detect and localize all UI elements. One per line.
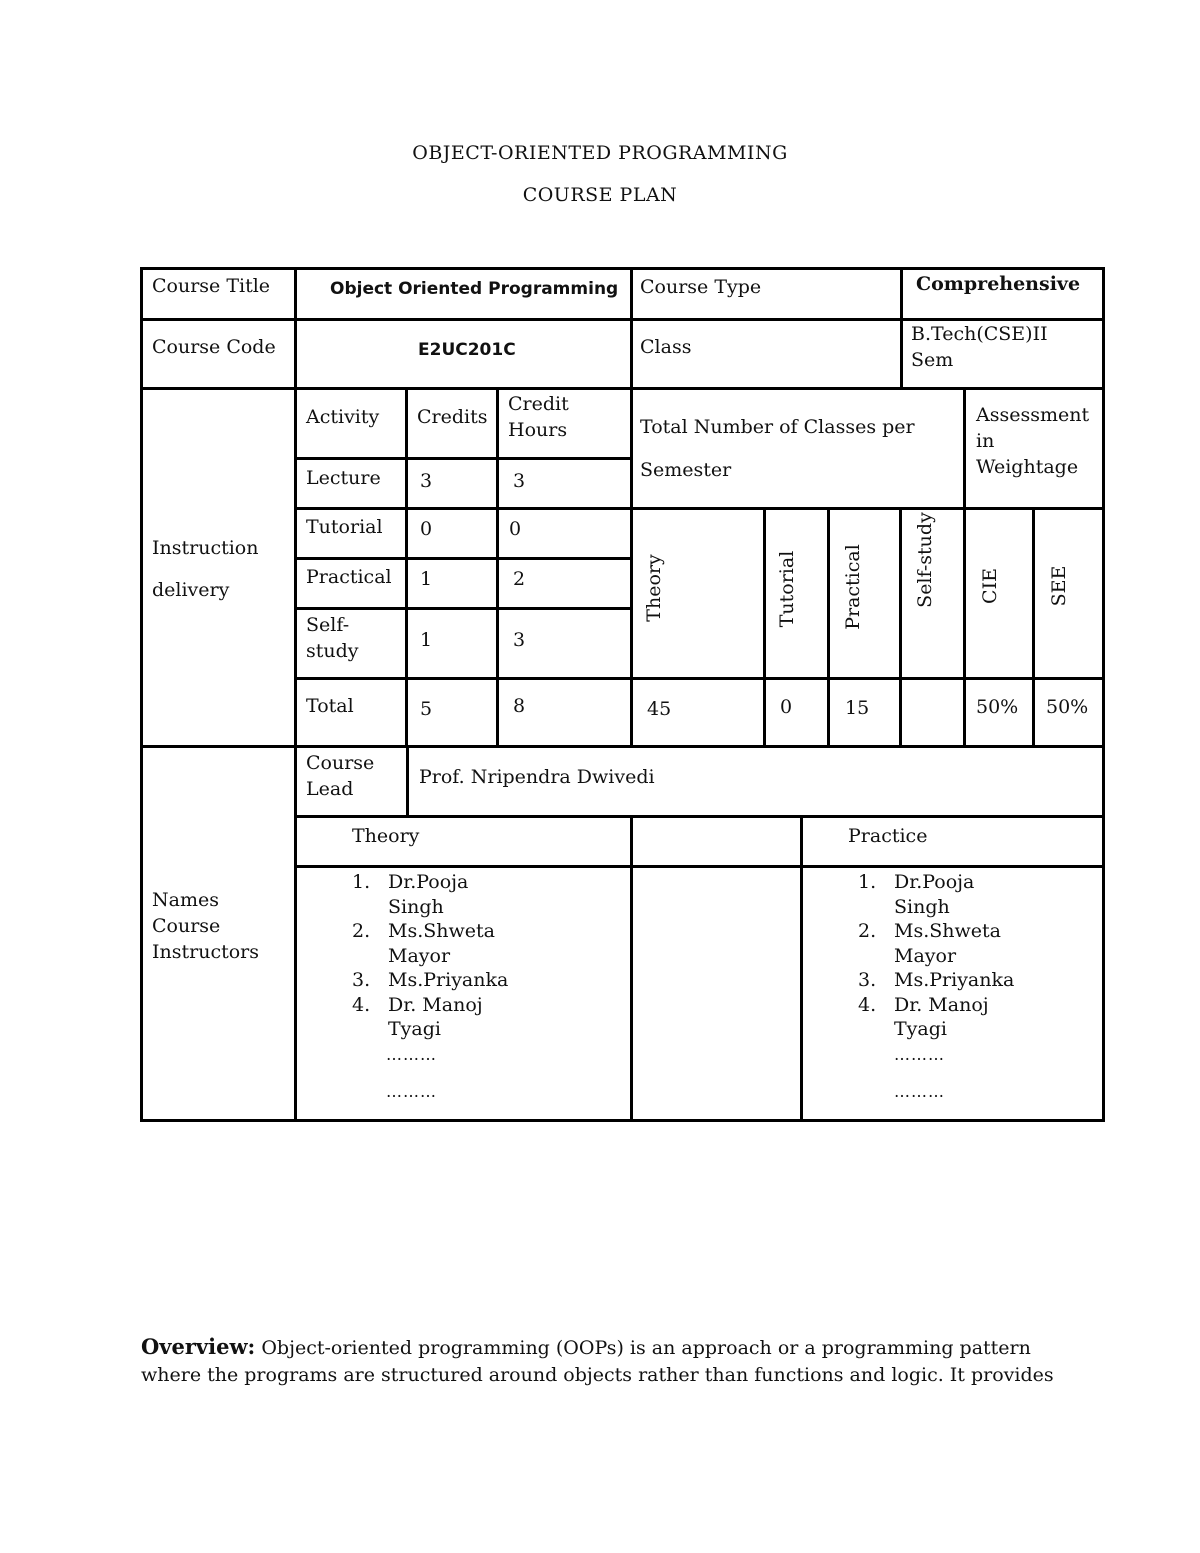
list-item: 3. Ms.Priyanka — [352, 969, 509, 991]
theory-ellipsis-2: ……… — [386, 1082, 437, 1101]
theory-label: Theory — [352, 825, 420, 847]
col-self-study: Self-study — [914, 512, 936, 608]
col-theory: Theory — [643, 554, 665, 622]
hours-practical: 2 — [513, 568, 526, 590]
total-classes-label: Total Number of Classes per Semester — [640, 416, 915, 481]
total-tutorial: 0 — [780, 696, 793, 718]
practice-label: Practice — [848, 825, 928, 847]
practice-ellipsis-2: ……… — [894, 1082, 945, 1101]
activity-self-study: Self-study — [306, 614, 359, 662]
col-cie: CIE — [979, 568, 1001, 604]
activity-total: Total — [306, 695, 354, 717]
list-item: 1. Dr.Pooja Singh — [858, 871, 975, 918]
list-item: 4. Dr. Manoj Tyagi — [352, 993, 483, 1040]
course-title-value: Object Oriented Programming — [330, 279, 619, 299]
credit-hours-header: Credit Hours — [508, 393, 569, 441]
assessment-label: Assessment in Weightage — [976, 404, 1090, 478]
practice-instructor-list — [858, 870, 1024, 1042]
course-type-label: Course Type — [640, 276, 762, 298]
practice-ellipsis-1: ……… — [894, 1045, 945, 1064]
col-tutorial: Tutorial — [776, 550, 798, 628]
activity-header: Activity — [306, 406, 380, 428]
col-practical: Practical — [842, 544, 864, 630]
total-cie: 50% — [976, 696, 1019, 718]
list-item: 3. Ms.Priyanka — [858, 969, 1015, 991]
course-code-value: E2UC201C — [418, 340, 516, 360]
course-title-label: Course Title — [152, 275, 271, 297]
credits-lecture: 3 — [420, 470, 433, 492]
list-item: 1. Dr.Pooja Singh — [352, 871, 469, 918]
theory-instructor-list — [352, 870, 518, 1042]
overview-paragraph — [141, 1333, 1071, 1389]
overview-text: Object-oriented programming (OOPs) is an approach or a programming pattern where the programs are structured around objects rather than functions and logic. It provides — [141, 1337, 1054, 1386]
hours-tutorial: 0 — [509, 518, 522, 540]
credits-practical: 1 — [420, 568, 433, 590]
course-lead-label: Course Lead — [306, 752, 375, 800]
credits-total: 5 — [420, 698, 433, 720]
activity-lecture: Lecture — [306, 467, 381, 489]
total-practical: 15 — [845, 697, 870, 719]
course-type-value: Comprehensive — [916, 273, 1081, 295]
hours-lecture: 3 — [513, 470, 526, 492]
list-item: 2. Ms.Shweta Mayor — [858, 920, 1001, 967]
total-theory: 45 — [647, 698, 672, 720]
activity-practical: Practical — [306, 566, 392, 588]
hours-self-study: 3 — [513, 629, 526, 651]
list-item: 2. Ms.Shweta Mayor — [352, 920, 495, 967]
theory-ellipsis-1: ……… — [386, 1045, 437, 1064]
class-label: Class — [640, 336, 692, 358]
class-value: B.Tech(CSE)II Sem — [911, 323, 1048, 371]
overview-label: Overview: — [141, 1334, 256, 1359]
credits-self-study: 1 — [420, 629, 433, 651]
document-subtitle: COURSE PLAN — [522, 184, 678, 206]
col-see: SEE — [1048, 565, 1070, 607]
course-code-label: Course Code — [152, 336, 276, 358]
instructors-label: Names Course Instructors — [152, 889, 259, 963]
document-title: OBJECT-ORIENTED PROGRAMMING — [412, 142, 788, 164]
credits-header: Credits — [417, 406, 488, 428]
activity-tutorial: Tutorial — [306, 516, 383, 538]
instruction-delivery-label: Instruction delivery — [152, 537, 259, 601]
total-see: 50% — [1046, 696, 1089, 718]
credits-tutorial: 0 — [420, 518, 433, 540]
course-lead-value: Prof. Nripendra Dwivedi — [419, 766, 655, 788]
list-item: 4. Dr. Manoj Tyagi — [858, 993, 989, 1040]
hours-total: 8 — [513, 695, 526, 717]
